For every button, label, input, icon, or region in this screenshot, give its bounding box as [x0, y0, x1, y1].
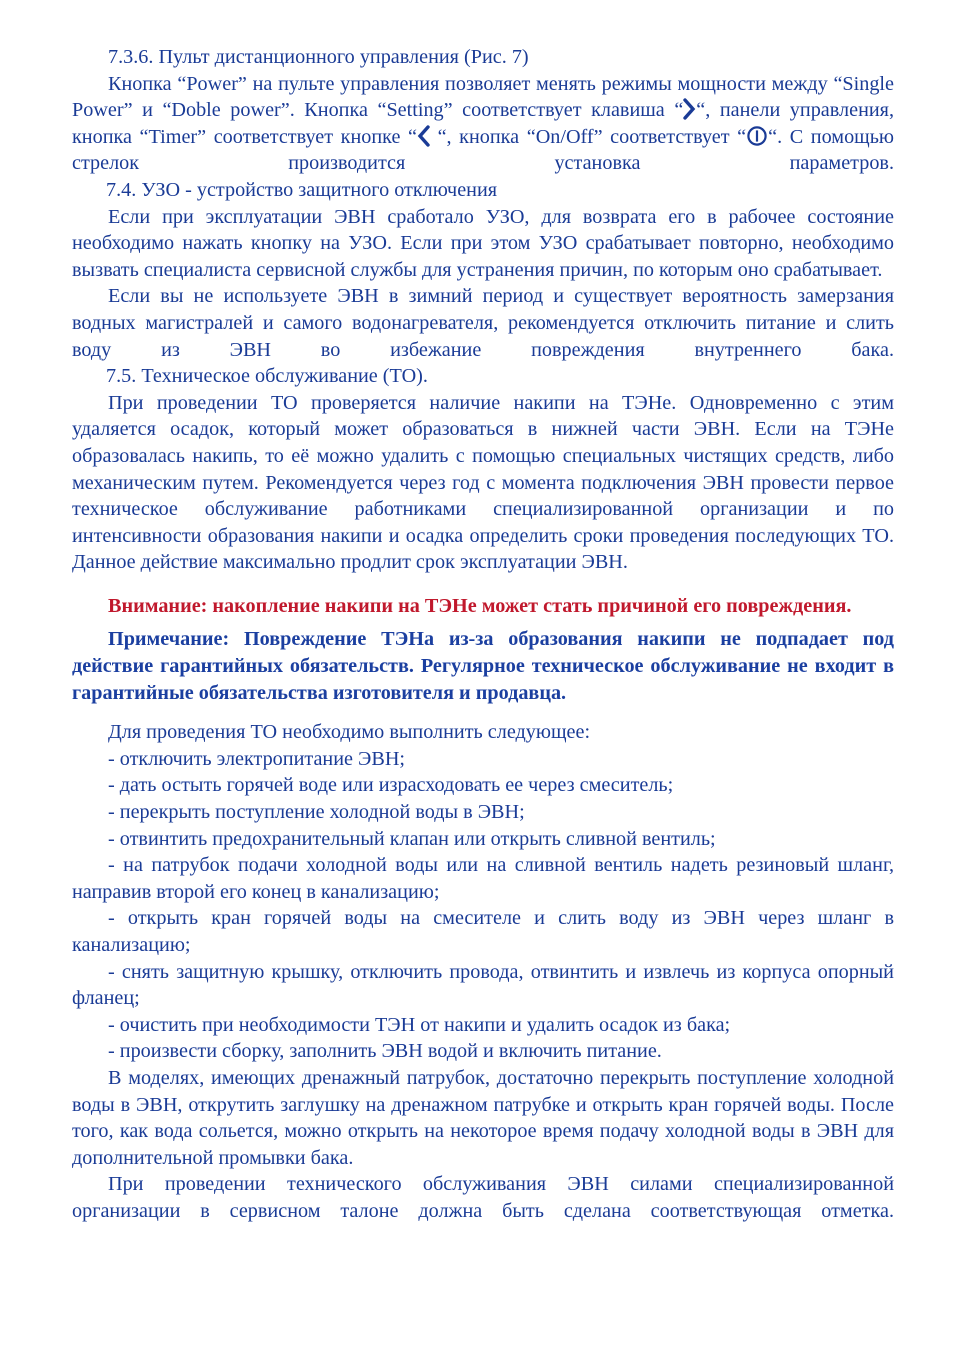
procedure-item-5: - на патрубок подачи холодной воды или на сливной вентиль надеть резиновый шланг, направив второй его конец в канализацию; [72, 854, 894, 903]
remote-control-text-part-1: Кнопка “Power” на пульте управления позволяет менять режимы мощности между “Single Power” и “Doble power”. Кнопка “Setting” соответствует клавиша “ [72, 72, 894, 122]
document-body [72, 44, 894, 1225]
remote-control-text-part-3: “, кнопка “On/Off” соответствует “ [429, 125, 747, 148]
paragraph-rcd-1: Если при эксплуатации ЭВН сработало УЗО, для возврата его в рабочее состояние необходимо нажать кнопку на УЗО. Если при этом УЗО срабатывает повторно, необходимо вызвать специалиста сервисной службы для устранения причин, по которым оно срабатывает. [72, 205, 894, 281]
section-heading-7-3-6: 7.3.6. Пульт дистанционного управления (Рис. 7) [108, 46, 529, 68]
note-text: Примечание: Повреждение ТЭНа из-за образования накипи не подпадает под действие гарантийных обязательств. Регулярное техническое обслуживание не входит в гарантийные обязательства изготовителя и продавца. [72, 628, 894, 704]
paragraph-maintenance-1: При проведении ТО проверяется наличие накипи на ТЭНе. Одновременно с этим удаляется осадок, который может образоваться в нижней части ЭВН. Если на ТЭНе образовалась накипь, то её можно удалить с помощью специальных чистящих средств, либо механическим путем. Рекомендуется через год с момента подключения ЭВН провести первое техническое обслуживание работниками специализированной организации и по интенсивности образования накипи и осадка определить сроки проведения последующих ТО. Данное действие максимально продлит срок эксплуатации ЭВН. [72, 391, 894, 574]
warning-text: Внимание: накопление накипи на ТЭНе может стать причиной его повреждения. [108, 594, 852, 617]
procedure-item-7: - снять защитную крышку, отключить провода, отвинтить и извлечь из корпуса опорный фланец; [72, 960, 894, 1010]
procedure-item-8: - очистить при необходимости ТЭН от накипи и удалить осадок из бака; [108, 1013, 731, 1036]
paragraph-rcd-2: Если вы не используете ЭВН в зимний период и существует вероятность замерзания водных магистралей и самого водонагревателя, рекомендуется отключить питание и слить воду из ЭВН во избежание повреждения внутреннего бака. [72, 285, 894, 361]
procedure-item-3: - перекрыть поступление холодной воды в ЭВН; [108, 801, 525, 824]
procedure-item-1: - отключить электропитание ЭВН; [108, 747, 406, 770]
remote-control-text-part-4: “. С помощью стрелок производится установка параметров. [72, 125, 894, 175]
procedure-intro: Для проведения ТО необходимо выполнить следующее: [108, 721, 591, 744]
paragraph-maintenance-3: При проведении технического обслуживания ЭВН силами специализированной организации в сервисном талоне должна быть сделана соответствующая отметка. [72, 1173, 894, 1222]
spacer-before-note [72, 619, 894, 626]
procedure-item-9: - произвести сборку, заполнить ЭВН водой и включить питание. [108, 1040, 662, 1063]
section-heading-7-5: 7.5. Техническое обслуживание (ТО). [106, 365, 428, 388]
chevron-right-icon [683, 98, 696, 120]
procedure-item-4: - отвинтить предохранительный клапан или открыть сливной вентиль; [108, 827, 716, 850]
power-icon [746, 125, 768, 147]
spacer-before-warning [72, 576, 894, 593]
spacer-before-procedure [72, 706, 894, 719]
procedure-item-2: - дать остыть горячей воде или израсходовать ее через смеситель; [108, 774, 674, 797]
chevron-left-icon [417, 125, 430, 147]
section-heading-7-4: 7.4. УЗО - устройство защитного отключения [106, 178, 498, 201]
paragraph-remote-control [72, 71, 894, 177]
remote-control-text-part-2: “, панели управления, кнопка “Timer” соответствует кнопке “ [72, 99, 895, 148]
procedure-item-6: - открыть кран горячей воды на смесителе и слить воду из ЭВН через шланг в канализацию; [72, 907, 894, 956]
paragraph-maintenance-2: В моделях, имеющих дренажный патрубок, достаточно перекрыть поступление холодной воды в ЭВН, открутить заглушку на дренажном патрубке и открыть кран горячей воды. После того, как вода сольется, можно открыть на некоторое время подачу холодной воды в ЭВН для дополнительной промывки бака. [72, 1066, 894, 1169]
